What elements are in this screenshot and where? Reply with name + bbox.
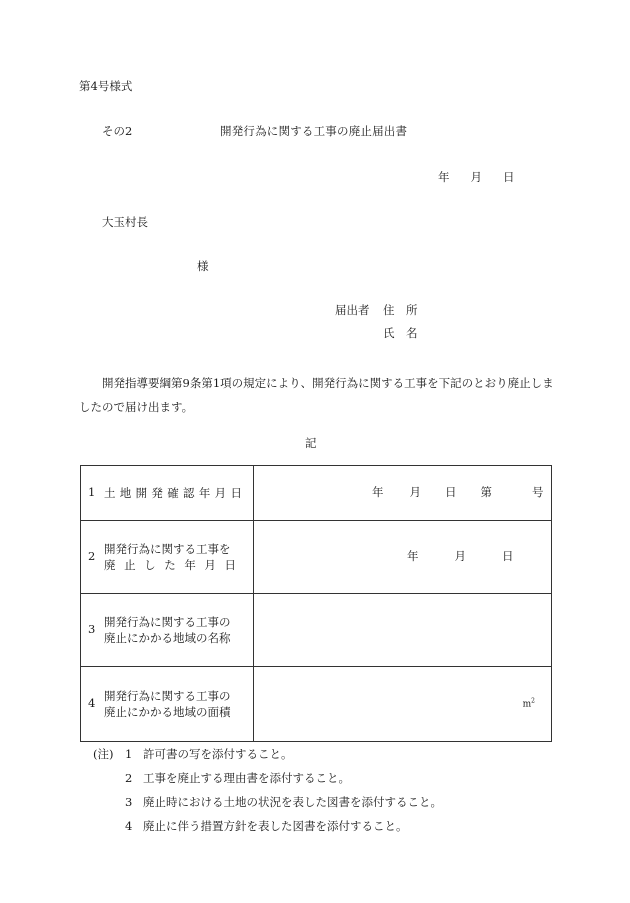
abolition-date-fields — [407, 550, 514, 564]
row-label-cell — [81, 667, 254, 742]
table-row — [81, 667, 552, 742]
table-row — [81, 594, 552, 667]
record-table — [80, 465, 552, 742]
area-size-cell — [254, 667, 552, 742]
go-label: 号 — [532, 485, 544, 500]
body-text: 開発指導要綱第9条第1項の規定により、開発行為に関する工事を下記のとおり廃止しましたので届け出ます。 — [79, 376, 554, 414]
date-year-label: 年 — [438, 170, 450, 184]
row-label: 土地開発確認年月日 — [104, 486, 242, 500]
confirmation-date-fields — [372, 486, 544, 500]
day-label: 日 — [445, 485, 457, 500]
abolition-date-cell — [254, 521, 552, 594]
form-sub-number: その2 — [102, 124, 133, 138]
table-row — [81, 521, 552, 594]
row-label-line1: 開発行為に関する工事を — [104, 542, 231, 556]
month-label: 月 — [409, 485, 421, 500]
row-number: 3 — [88, 622, 96, 637]
addressee-name: 大玉村長 — [102, 215, 148, 229]
table-row — [81, 466, 552, 521]
confirmation-date-cell — [254, 466, 552, 521]
row-label-line1: 開発行為に関する工事の — [104, 615, 231, 629]
note-text: 工事を廃止する理由書を添付すること。 — [143, 771, 350, 785]
date-day-label: 日 — [503, 170, 515, 184]
dai-label: 第 — [480, 485, 492, 500]
row-number: 4 — [88, 696, 96, 711]
row-label-cell — [81, 521, 254, 594]
row-label-line1: 開発行為に関する工事の — [104, 689, 231, 703]
month-label: 月 — [454, 549, 466, 564]
note-number: 4 — [125, 819, 133, 833]
applicant-address-label: 住 所 — [383, 303, 418, 317]
note-number: 2 — [125, 771, 133, 785]
row-label-cell — [81, 466, 254, 521]
document-title: 開発行為に関する工事の廃止届出書 — [220, 124, 408, 138]
applicant-label: 届出者 — [335, 303, 370, 317]
submission-date — [438, 171, 515, 185]
note-text: 廃止時における土地の状況を表した図書を添付すること。 — [143, 795, 442, 809]
note-text: 許可書の写を添付すること。 — [143, 747, 293, 761]
row-label-line2: 廃止した年月日 — [104, 558, 236, 572]
year-label: 年 — [407, 549, 419, 564]
addressee-honorific: 様 — [197, 259, 209, 273]
row-label-cell — [81, 594, 254, 667]
row-label-line2: 廃止にかかる地域の名称 — [104, 631, 231, 645]
row-number: 2 — [88, 549, 96, 564]
notes-heading: (注) — [93, 747, 114, 761]
note-text: 廃止に伴う措置方針を表した図書を添付すること。 — [143, 819, 408, 833]
row-number: 1 — [88, 485, 96, 500]
square-meter-unit: $m^2$ — [522, 697, 535, 710]
ki-heading: 記 — [305, 436, 317, 450]
applicant-name-label: 氏 名 — [383, 326, 418, 340]
row-label-line2: 廃止にかかる地域の面積 — [104, 705, 231, 719]
note-number: 3 — [125, 795, 133, 809]
area-name-cell — [254, 594, 552, 667]
form-number: 第4号様式 — [79, 79, 133, 93]
day-label: 日 — [502, 549, 514, 564]
year-label: 年 — [372, 485, 384, 500]
note-number: 1 — [125, 747, 133, 761]
date-month-label: 月 — [470, 170, 482, 184]
